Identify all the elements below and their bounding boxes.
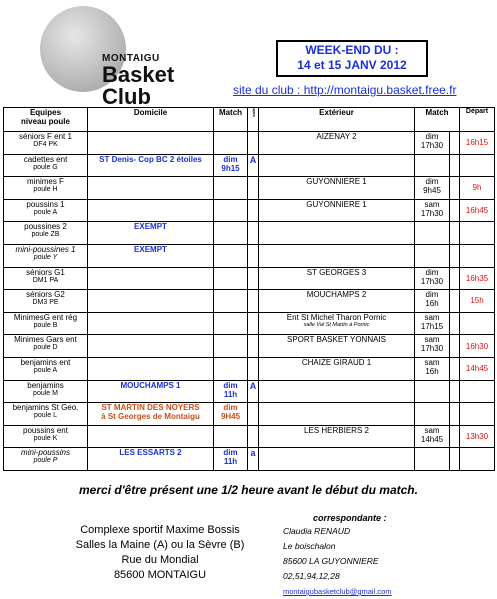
team-cell: séniors F ent 1 DF4 PK [4,132,88,155]
table-row [4,154,495,177]
depart-cell [460,244,495,267]
home-cell [88,177,214,200]
contact-address-1: Le boischalon [283,541,336,551]
table-row [4,403,495,426]
away-match-cell: sam 17h30 [415,199,450,222]
table-header-row [4,108,495,132]
away-match-cell: sam 16h [415,357,450,380]
table-row [4,425,495,448]
table-row [4,222,495,245]
team-cell: mini-poussins poule P [4,448,88,471]
home-cell [88,132,214,155]
away-cell: Ent St Michel Tharon Pornic salle Val St Martin à Pornic [259,312,415,335]
contact-title: correspondante : [313,513,387,523]
home-cell [88,357,214,380]
home-match-cell [214,244,248,267]
away-cell [259,222,415,245]
table-row [4,357,495,380]
team-cell: Minimes Gars ent poule D [4,335,88,358]
salle-cell [248,290,259,313]
weekend-box [276,40,428,77]
team-cell: séniors G1 DM1 PA [4,267,88,290]
away-cell: CHAIZE GIRAUD 1 [259,357,415,380]
depart-cell: 13h30 [460,425,495,448]
team-cell: séniors G2 DM3 PE [4,290,88,313]
away-match-cell [415,380,450,403]
weekend-title: WEEK-END DU : [305,43,399,57]
away-cell [259,380,415,403]
table-row [4,199,495,222]
home-match-cell [214,177,248,200]
address-line-3: Rue du Mondial [121,554,199,566]
home-match-cell [214,199,248,222]
logo-line3: Club [102,84,151,109]
salle-cell [248,335,259,358]
spacer-cell [450,290,460,313]
spacer-cell [450,380,460,403]
table-row [4,448,495,471]
salle-cell [248,222,259,245]
depart-cell [460,448,495,471]
header-match: Match [214,108,248,132]
team-cell: poussines 2 poule ZB [4,222,88,245]
salle-cell [248,403,259,426]
spacer-cell [450,335,460,358]
club-logo [40,6,175,109]
home-match-cell: dim 9h15 [214,154,248,177]
home-cell: EXEMPT [88,244,214,267]
home-cell [88,425,214,448]
team-cell: minimes F poule H [4,177,88,200]
salle-cell [248,267,259,290]
header-teams: Equipes niveau poule [4,108,88,132]
depart-cell [460,403,495,426]
away-match-cell: dim 9h45 [415,177,450,200]
depart-cell: 16h45 [460,199,495,222]
away-cell: GUYONNIERE 1 [259,199,415,222]
spacer-cell [450,425,460,448]
home-cell [88,335,214,358]
contact-email-link[interactable]: montaigubasketclub@gmail.com [283,587,392,596]
venue-address [60,523,260,583]
arrival-notice: merci d'être présent une 1/2 heure avant le début du match. [79,483,418,497]
salle-cell: A [248,380,259,403]
salle-cell [248,244,259,267]
away-cell: AIZENAY 2 [259,132,415,155]
depart-cell: 16h35 [460,267,495,290]
address-line-2: Salles la Maine (A) ou la Sèvre (B) [75,539,245,551]
depart-cell: 14h45 [460,357,495,380]
contact-block [283,524,392,599]
team-cell: benjamins ent poule A [4,357,88,380]
depart-cell [460,380,495,403]
away-match-cell [415,154,450,177]
away-match-cell: dim 16h [415,290,450,313]
depart-cell [460,312,495,335]
spacer-cell [450,222,460,245]
table-row [4,267,495,290]
depart-cell: 9h [460,177,495,200]
away-cell [259,244,415,267]
home-cell [88,199,214,222]
spacer-cell [450,199,460,222]
salle-cell [248,199,259,222]
home-cell: EXEMPT [88,222,214,245]
logo-line2: Basket [102,62,175,87]
away-cell [259,403,415,426]
home-cell [88,267,214,290]
spacer-cell [450,357,460,380]
table-row [4,177,495,200]
spacer-cell [450,267,460,290]
team-cell: poussins ent poule K [4,425,88,448]
away-cell: MOUCHAMPS 2 [259,290,415,313]
table-row [4,290,495,313]
salle-cell [248,132,259,155]
spacer-cell [450,132,460,155]
away-match-cell [415,403,450,426]
address-line-1: Complexe sportif Maxime Bossis [80,524,240,536]
away-match-cell: dim 17h30 [415,132,450,155]
away-match-cell [415,244,450,267]
depart-cell [460,154,495,177]
home-cell: ST MARTIN DES NOYERS à St Georges de Montaigu [88,403,214,426]
home-match-cell [214,290,248,313]
home-cell [88,290,214,313]
table-row [4,335,495,358]
spacer-cell [450,403,460,426]
away-match-cell: sam 14h45 [415,425,450,448]
home-match-cell [214,132,248,155]
away-cell: SPORT BASKET YONNAIS [259,335,415,358]
salle-cell [248,357,259,380]
header-home: Domicile [88,108,214,132]
away-cell: LES HERBIERS 2 [259,425,415,448]
home-match-cell: dim 9H45 [214,403,248,426]
spacer-cell [450,154,460,177]
home-match-cell [214,335,248,358]
team-cell: cadettes ent poule G [4,154,88,177]
away-match-cell [415,448,450,471]
away-cell: GUYONNIERE 1 [259,177,415,200]
team-cell: MinimesG ent rég poule B [4,312,88,335]
contact-phone: 02,51,94,12,28 [283,571,340,581]
header-match2: Match [415,108,460,132]
header-salle: salle [248,108,259,132]
logo-line1: MONTAIGU [102,53,160,64]
away-match-cell: sam 17h30 [415,335,450,358]
depart-cell: 15h [460,290,495,313]
spacer-cell [450,312,460,335]
away-cell: ST GEORGES 3 [259,267,415,290]
depart-cell: 16h15 [460,132,495,155]
team-cell: benjamins St Geo. poule L [4,403,88,426]
home-match-cell [214,312,248,335]
home-match-cell: dim 11h [214,380,248,403]
logo-text [102,54,174,108]
team-cell: poussins 1 poule A [4,199,88,222]
contact-name: Claudia RENAUD [283,526,351,536]
header-depart: Départ [460,108,495,132]
salle-cell [248,177,259,200]
weekend-dates: 14 et 15 JANV 2012 [297,58,407,72]
table-row [4,312,495,335]
address-line-4: 85600 MONTAIGU [113,569,207,581]
home-cell: ST Denis- Cop BC 2 étoiles [88,154,214,177]
away-cell [259,448,415,471]
table-row [4,380,495,403]
salle-cell: a [248,448,259,471]
table-row [4,132,495,155]
contact-address-2: 85600 LA GUYONNIERE [283,556,379,566]
home-match-cell: dim 11h [214,448,248,471]
home-cell: MOUCHAMPS 1 [88,380,214,403]
spacer-cell [450,177,460,200]
spacer-cell [450,448,460,471]
depart-cell [460,222,495,245]
away-match-cell: dim 17h30 [415,267,450,290]
table-row [4,244,495,267]
salle-cell [248,425,259,448]
home-match-cell [214,425,248,448]
team-cell: mini-poussines 1 poule Y [4,244,88,267]
home-match-cell [214,267,248,290]
home-cell [88,312,214,335]
depart-cell: 16h30 [460,335,495,358]
schedule-table [3,107,495,471]
header-away: Extérieur [259,108,415,132]
home-cell: LES ESSARTS 2 [88,448,214,471]
salle-cell: A [248,154,259,177]
home-match-cell [214,222,248,245]
salle-cell [248,312,259,335]
home-match-cell [214,357,248,380]
spacer-cell [450,244,460,267]
away-match-cell [415,222,450,245]
team-cell: benjamins poule M [4,380,88,403]
away-match-cell: sam 17h15 [415,312,450,335]
club-site-link[interactable]: site du club : http://montaigu.basket.free.fr [233,83,457,97]
away-cell [259,154,415,177]
